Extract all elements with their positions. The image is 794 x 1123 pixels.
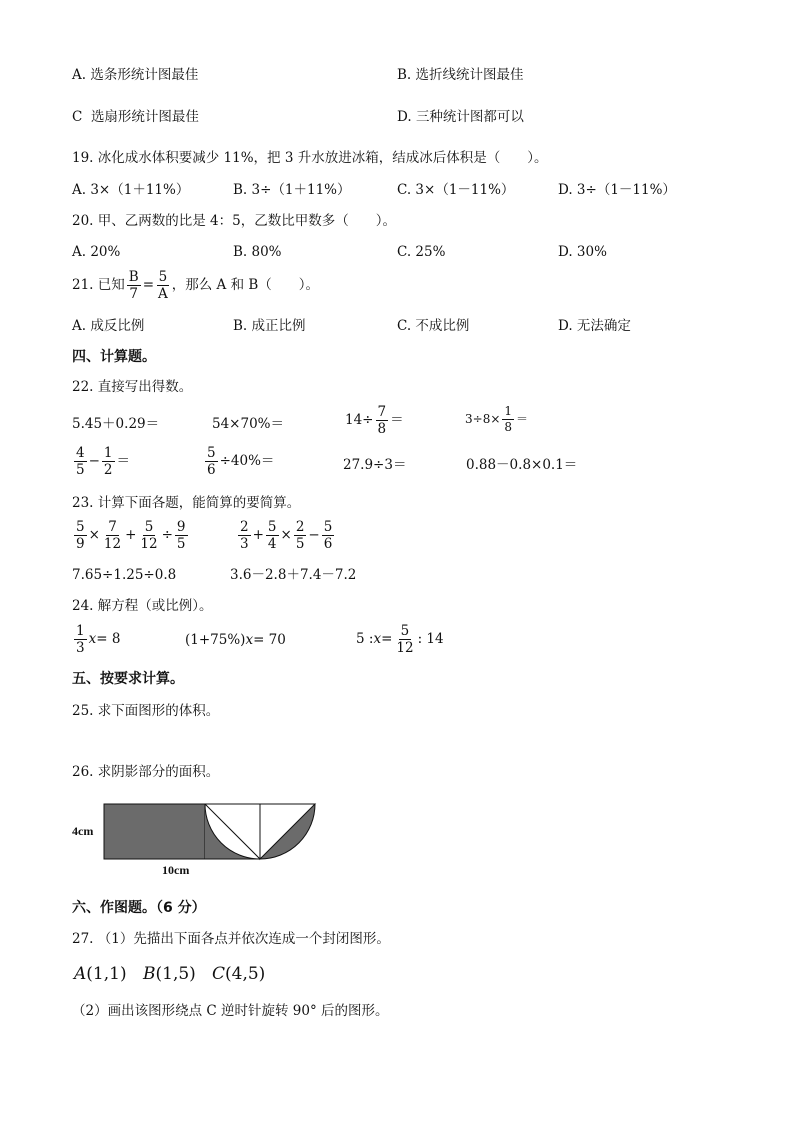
q23-expression-3: 7.65÷1.25÷0.8: [72, 567, 177, 583]
label-4cm: 4cm: [72, 824, 94, 838]
fraction-5-over-a: $\frac{5}{A}$: [158, 269, 168, 303]
q23-expression-2: $\frac{2}{3}$ + $\frac{5}{4}$ × $\frac{2}{5}$ − $\frac{5}{6}$: [240, 519, 333, 553]
q19-option-c: C. 3×（1－11%）: [397, 182, 515, 198]
q23-expression-4: 3.6－2.8＋7.4－7.2: [230, 567, 357, 583]
question-21: 21. 已知 $\frac{B}{7}$ = $\frac{5}{A}$ ，那么 A 和 B（ ）。: [72, 269, 320, 303]
question-19: 19. 冰化成水体积要减少 11%，把 3 升水放进冰箱，结成冰后体积是（ ）。: [72, 150, 548, 166]
shaded-area-figure: [70, 795, 330, 880]
section-5-heading: 五、按要求计算。: [72, 671, 184, 687]
question-25: 25. 求下面图形的体积。: [72, 703, 220, 719]
shaded-rectangle: [104, 804, 205, 859]
q20-option-d: D. 30%: [558, 244, 607, 260]
question-24: 24. 解方程（或比例）。: [72, 598, 213, 614]
option-c-top: C 选扇形统计图最佳: [72, 109, 199, 125]
q22-r1c4: 3÷8× $\frac{1}{8}$ ＝: [465, 404, 529, 434]
q21-option-d: D. 无法确定: [558, 318, 631, 334]
q22-r1c1: 5.45＋0.29＝: [72, 416, 160, 432]
question-26: 26. 求阴影部分的面积。: [72, 764, 220, 780]
q22-r2c1: $\frac{4}{5}$ − $\frac{1}{2}$ ＝: [76, 445, 130, 479]
option-d-top: D. 三种统计图都可以: [397, 109, 524, 125]
q19-option-a: A. 3×（1＋11%）: [72, 182, 190, 198]
question-20: 20. 甲、乙两数的比是 4：5，乙数比甲数多（ ）。: [72, 213, 396, 229]
q24-equation-1: $\frac{1}{3}$ x= 8: [76, 623, 121, 657]
q23-expression-1: $\frac{5}{9}$ × $\frac{7}{12}$ + $\frac{5}{12}$ ÷ $\frac{9}{5}$: [76, 519, 186, 553]
q22-r2c2: $\frac{5}{6}$ ÷40%＝: [207, 445, 275, 479]
q22-r1c3: 14÷ $\frac{7}{8}$ ＝: [345, 404, 404, 438]
q24-equation-2: (1+75%)x= 70: [185, 632, 286, 648]
q21-option-b: B. 成正比例: [233, 318, 306, 334]
q22-r1c2: 54×70%＝: [212, 416, 284, 432]
q21-option-c: C. 不成比例: [397, 318, 470, 334]
q22-r2c4: 0.88－0.8×0.1＝: [466, 457, 578, 473]
q22-r2c3: 27.9÷3＝: [343, 457, 407, 473]
section-6-heading: 六、作图题。（6 分）: [72, 900, 206, 916]
q20-option-a: A. 20%: [72, 244, 121, 260]
fraction-b-over-7: $\frac{B}{7}$: [128, 269, 139, 303]
point-c: C(4,5): [212, 964, 266, 984]
point-b: B(1,5): [143, 964, 196, 984]
question-22: 22. 直接写出得数。: [72, 379, 193, 395]
q20-option-b: B. 80%: [233, 244, 282, 260]
section-4-heading: 四、计算题。: [72, 349, 156, 365]
q20-option-c: C. 25%: [397, 244, 446, 260]
question-27-part-2: （2）画出该图形绕点 C 逆时针旋转 90° 后的图形。: [72, 1003, 389, 1019]
q19-option-b: B. 3÷（1＋11%）: [233, 182, 351, 198]
question-27-part-1: 27. （1）先描出下面各点并依次连成一个封闭图形。: [72, 931, 390, 947]
question-23: 23. 计算下面各题，能简算的要简算。: [72, 495, 301, 511]
q24-equation-3: 5 :x= $\frac{5}{12}$ : 14: [356, 623, 444, 657]
q21-option-a: A. 成反比例: [72, 318, 145, 334]
label-10cm: 10cm: [162, 863, 190, 877]
option-a-top: A. 选条形统计图最佳: [72, 67, 199, 83]
q19-option-d: D. 3÷（1－11%）: [558, 182, 676, 198]
option-b-top: B. 选折线统计图最佳: [397, 67, 524, 83]
point-a: A(1,1): [74, 964, 127, 984]
